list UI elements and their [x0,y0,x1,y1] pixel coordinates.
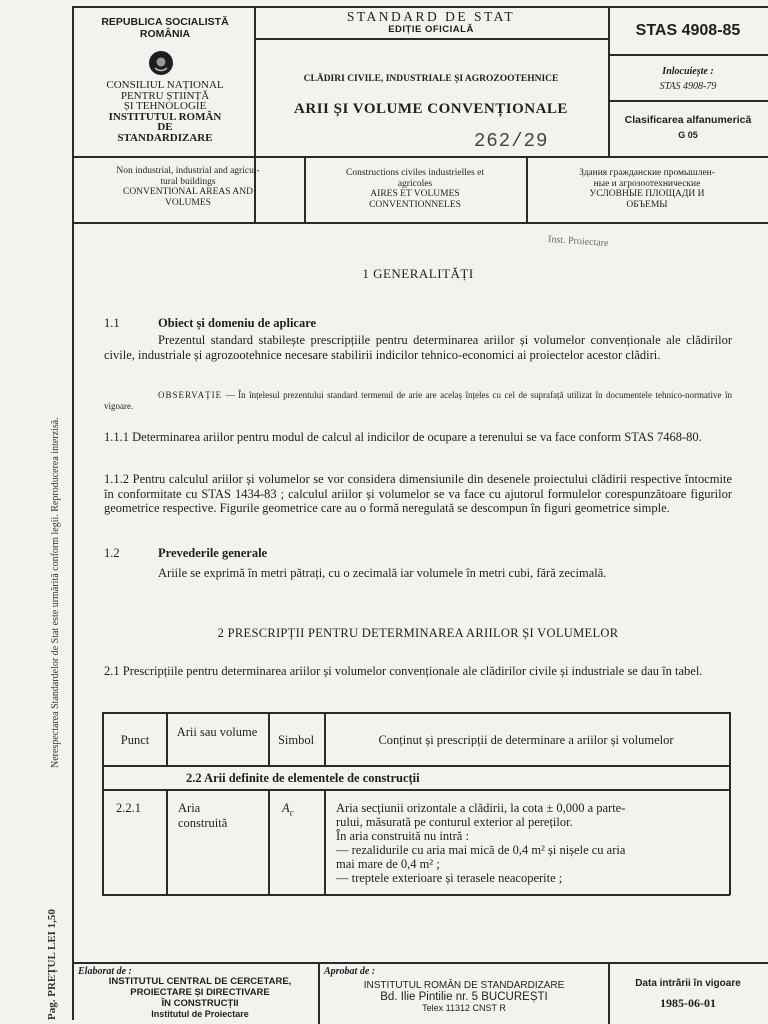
observation-label: OBSERVAȚIE [158,390,223,400]
footer-elaborat: INSTITUTUL CENTRAL DE CERCETARE, PROIECTARE ȘI DIRECTIVARE ÎN CONSTRUCȚII Institutul de Proiectare [108,976,292,1019]
table-section-row: 2.2 Arii definite de elementele de construcții [186,771,420,785]
clause-2-1: 2.1 Prescripțiile pentru determinarea ariilor și volumelor convenționale ale clădirilor civile și industriale se dau în tabel. [104,664,703,678]
org-name: REPUBLICA SOCIALISTĂ ROMÂNIA [101,16,229,40]
table-row-point: 2.2.1 [116,801,141,815]
classification-label: Clasificarea alfanumerică [624,114,752,126]
price-side-text: Pag. PREȚUL LEI 1,50 [46,909,58,1020]
stas-number: STAS 4908-85 [635,22,741,39]
title-russian: Здания гражданские промышлен- ные и агрозоотехнические УСЛОВНЫЕ ПЛОЩАДИ И ОБЪЕМЫ [579,168,715,210]
subsection-1-2-text: Ariile se exprimă în metri pătrați, cu o zecimală iar volumele în metri cubi, fără zecimală. [158,566,607,580]
replaces-value: STAS 4908-79 [659,81,717,92]
table-row-symbol: $A_c$ [282,801,294,818]
subsection-1-2-number: 1.2 [104,546,120,560]
section-1-title: 1 GENERALITĂȚI [362,266,474,281]
observation [104,390,732,412]
subsection-1-2-title: Prevederile generale [158,546,268,560]
council-name: CONSILIUL NAȚIONAL PENTRU ȘTIINȚĂ ȘI TEHNOLOGIE INSTITUTUL ROMÂN DE STANDARDIZARE [106,79,224,144]
subsection-1-1-title: Obiect și domeniu de aplicare [158,316,317,330]
subsection-1-1-text: Prezentul standard stabilește prescripțiile pentru determinarea ariilor și volumelor convenționale ale clădirilor civile, industriale și agrozootehnice necesare stabilirii indicilor tehnico-economici ai proiectelor acestor clădiri. [104,333,732,362]
ink-stamp: Inst. Proiectare [547,233,609,250]
footer-aprobat-label: Aprobat de : [324,966,376,977]
footer-date-value: 1985-06-01 [660,996,716,1010]
table-header-content: Conținut și prescripții de determinare a ariilor și volumelor [378,733,674,747]
table-header-symbol: Simbol [277,733,315,747]
document-title: ARII ȘI VOLUME CONVENȚIONALE [294,101,568,117]
title-english: Non industrial, industrial and agricul- tural buildings CONVENTIONAL AREAS AND VOLUMES [116,166,260,208]
standard-title: STANDARD DE STAT [346,9,516,24]
table-header-point: Punct [120,733,150,747]
classification-value: G 05 [678,130,698,140]
category: CLĂDIRI CIVILE, INDUSTRIALE ȘI AGROZOOTEHNICE [303,74,559,84]
subsection-1-1-number: 1.1 [104,316,120,330]
table-row-name: Aria construită [178,801,228,830]
footer-date-label: Data intrării în vigoare [635,978,741,989]
footer-elaborat-label: Elaborat de : [78,966,132,977]
observation-text: — În înțelesul prezentului standard termenul de arie are acelaș înțeles cu cel de suprafață utilizat în documentele tehnico-normative în vigoare. [104,390,732,411]
emblem [148,50,174,76]
clause-1-1-1: 1.1.1 Determinarea ariilor pentru modul de calcul al indicilor de ocupare a terenului se va face conform STAS 7468-80. [104,430,702,444]
table-header-areas: Arii sau volume [176,725,258,739]
section-2-title: 2 PRESCRIPȚII PENTRU DETERMINAREA ARIILOR ȘI VOLUMELOR [217,626,619,640]
footer-aprobat: INSTITUTUL ROMÂN DE STANDARDIZARE Bd. Ilie Pintilie nr. 5 BUCUREȘTI Telex 11312 CNST R [363,980,565,1013]
legal-side-text: Nerespectarea Standardelor de Stat este urmărită conform legii. Reproducerea interzisă. [50,417,61,768]
table-row-content: Aria secțiunii orizontale a clădirii, la cota ± 0,000 a parte- rului, măsurată pe conturul exterior al pereților. În aria construită nu intră : — rezalidurile cu aria mai mică de 0,4 m² și nișele cu aria mai mare de 0,4 m² ; — treptele exterioare și terasele neacoperite ; [336,801,626,885]
clause-1-1-2: 1.1.2 Pentru calculul ariilor și volumelor se vor considera dimensiunile din desenele proiectului clădirii respective întocmite în conformitate cu STAS 1434-83 ; calculul ariilor și volumelor se va face cu ajutorul formulelor corespunzătoare figurilor geometrice respective. Figurile geometrice care au o formă neregulată se descompun în figuri geometrice simple. [104,472,732,515]
replaces-label: Inlocuiește : [662,66,714,77]
title-french: Constructions civiles industrielles et agricoles AIRES ET VOLUMES CONVENTIONNELES [346,168,484,210]
handwritten-number: 262/29 [474,130,549,152]
edition: EDIȚIE OFICIALĂ [388,24,474,35]
